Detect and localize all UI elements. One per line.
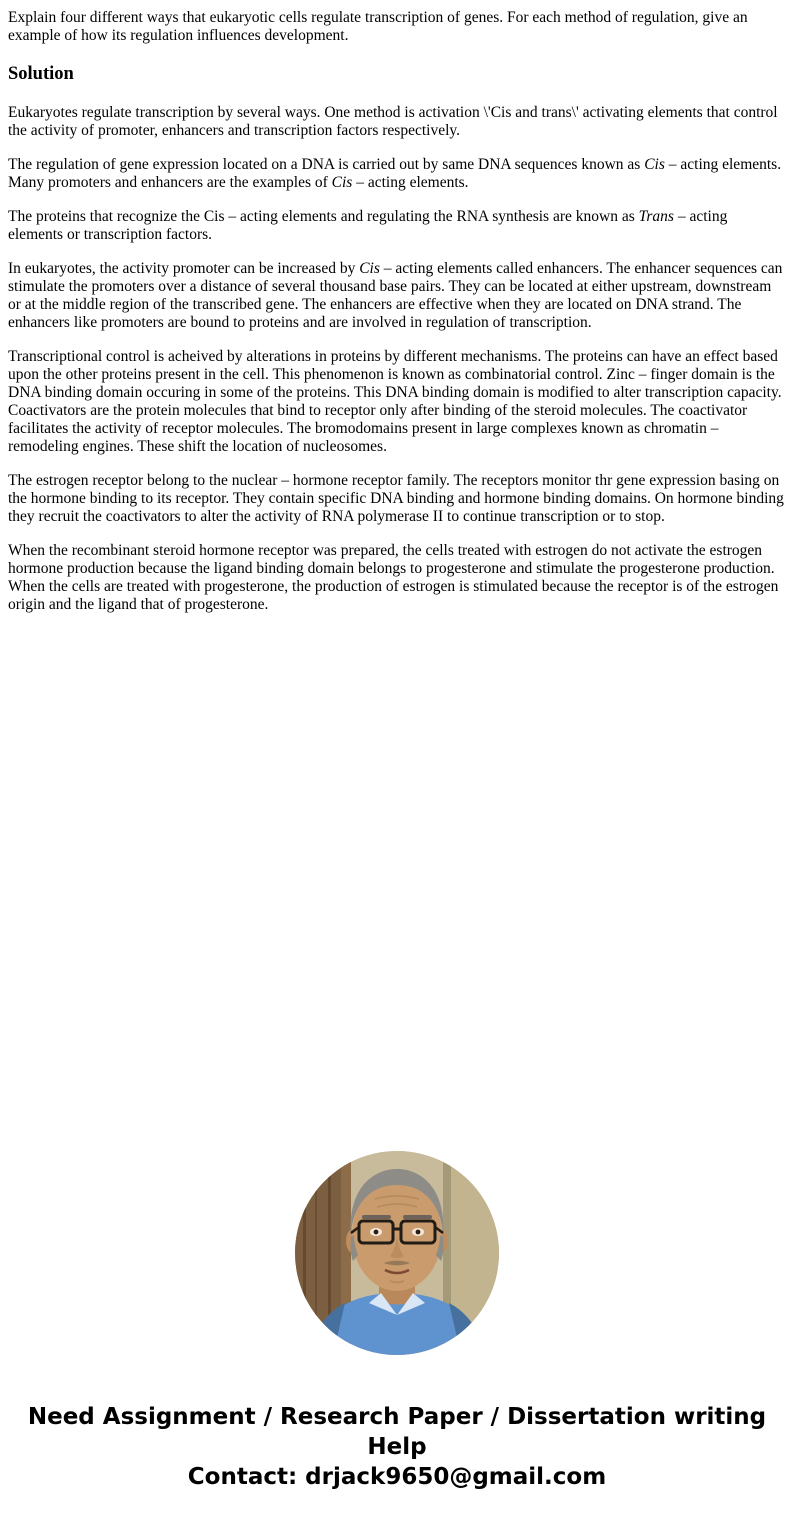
solution-paragraph: When the recombinant steroid hormone receptor was prepared, the cells treated with estrogen do not activate the estrogen hormone production because the ligand binding domain belongs to progesterone and stimulate the progesterone production. When the cells are treated with progesterone, the production of estrogen is stimulated because the receptor is of the estrogen origin and the ligand that of progesterone.	[8, 542, 779, 613]
solution-paragraph: The estrogen receptor belong to the nuclear – hormone receptor family. The receptors monitor thr gene expression basing on the hormone binding to its receptor. They contain specific DNA binding and hormone binding domains. On hormone binding they recruit the coactivators to alter the activity of RNA polymerase II to continue transcription or to stop.	[8, 472, 784, 525]
footer-banner	[0, 1402, 794, 1492]
solution-paragraph: The regulation of gene expression located on a DNA is carried out by same DNA sequences known as Cis – acting elements. Many promoters and enhancers are the examples of Cis – acting elements.	[8, 156, 782, 191]
solution-paragraph: Eukaryotes regulate transcription by several ways. One method is activation \'Cis and trans\' activating elements that control the activity of promoter, enhancers and transcription factors respectively.	[8, 104, 778, 139]
footer-contact-email: Contact: drjack9650@gmail.com	[187, 1464, 607, 1490]
solution-paragraph: Transcriptional control is acheived by alterations in proteins by different mechanisms. The proteins can have an effect based upon the other proteins present in the cell. This phenomenon is known as combinatorial control. Zinc – finger domain is the DNA binding domain occuring in some of the proteins. This DNA binding domain is modified to alter transcription capacity. Coactivators are the protein molecules that bind to receptor only after binding of the steroid molecules. The coactivator facilitates the activity of receptor molecules. The bromodomains present in large complexes known as chromatin – remodeling engines. These shift the location of nucleosomes.	[8, 348, 782, 455]
solution-heading: Solution	[8, 64, 74, 84]
tutor-avatar	[295, 1151, 499, 1355]
solution-paragraphs	[8, 104, 786, 614]
solution-paragraph: In eukaryotes, the activity promoter can be increased by Cis – acting elements called enhancers. The enhancer sequences can stimulate the promoters over a distance of several thousand base pairs. They can be located at either upstream, downstream or at the middle region of the transcribed gene. The enhancers are effective when they are located on DNA strand. The enhancers like promoters are bound to proteins and are involved in regulation of transcription.	[8, 260, 783, 331]
tutor-portrait-image	[295, 1151, 499, 1355]
solution-paragraph: The proteins that recognize the Cis – acting elements and regulating the RNA synthesis are known as Trans – acting elements or transcription factors.	[8, 208, 728, 243]
footer-help-text: Need Assignment / Research Paper / Dissertation writing Help	[27, 1404, 767, 1460]
question-text: Explain four different ways that eukaryotic cells regulate transcription of genes. For each method of regulation, give an example of how its regulation influences development.	[8, 9, 748, 44]
text-block	[0, 0, 794, 614]
